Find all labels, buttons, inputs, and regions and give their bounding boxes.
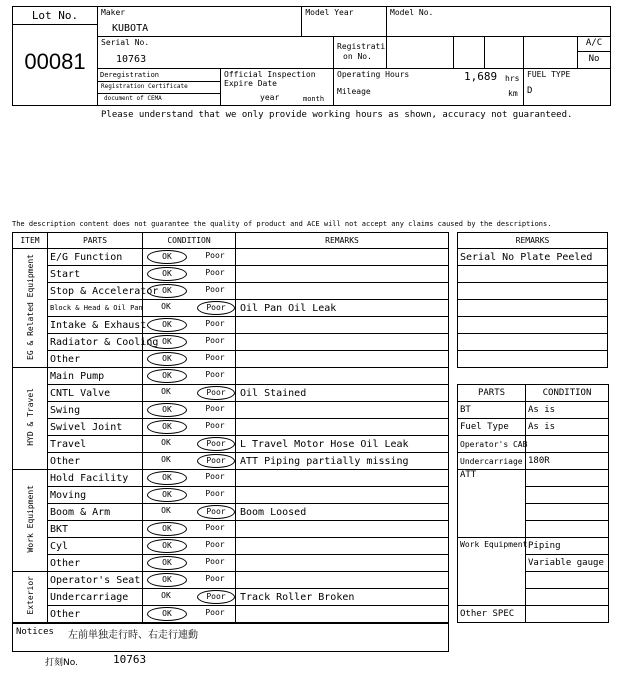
part-name: Start (48, 266, 143, 283)
condition-cell (143, 249, 236, 266)
table-row (13, 436, 449, 453)
ok-mark: OK (161, 506, 171, 515)
condition-cell (143, 436, 236, 453)
part-name: Intake & Exhaust (48, 317, 143, 334)
poor-mark: Poor (197, 301, 235, 315)
reg-cert-label: Registration Certificate (101, 83, 188, 90)
fuel-type-cell (524, 69, 611, 106)
part-name: Other (48, 555, 143, 572)
item-group-label: Work Equipment (25, 485, 35, 553)
poor-mark: Poor (197, 454, 235, 468)
remark-cell: Oil Pan Oil Leak (236, 300, 449, 317)
item-group-cell (13, 249, 48, 368)
part-name: Swing (48, 402, 143, 419)
ok-mark: OK (147, 471, 187, 485)
part-name: Other (48, 453, 143, 470)
right-remark-line: Serial No Plate Peeled (458, 249, 608, 266)
lot-number: 00081 (24, 49, 86, 74)
condition-cell (143, 606, 236, 623)
ok-mark: OK (147, 267, 187, 281)
maker-value: KUBOTA (112, 23, 149, 34)
stamp-label: 打刻No. (45, 658, 78, 668)
remark-cell: Oil Stained (236, 385, 449, 402)
table-row (13, 266, 449, 283)
part-name: Cyl (48, 538, 143, 555)
table-row (13, 419, 449, 436)
notices-text: 左前単独走行時、右走行連動 (68, 630, 198, 641)
ok-mark: OK (147, 522, 187, 536)
hours-cell (334, 69, 524, 106)
table-row (13, 606, 449, 623)
right-parts-header: PARTS (458, 385, 526, 402)
undercarriage-value: 180R (526, 453, 609, 470)
part-name: Boom & Arm (48, 504, 143, 521)
ok-mark: OK (161, 438, 171, 447)
maker-label: Maker (101, 8, 126, 17)
remark-cell: L Travel Motor Hose Oil Leak (236, 436, 449, 453)
month-label: month (303, 95, 325, 103)
item-group-cell (13, 368, 48, 470)
remark-cell: Boom Loosed (236, 504, 449, 521)
table-row (13, 283, 449, 300)
remark-cell (236, 470, 449, 487)
fuel-value: As is (526, 419, 609, 436)
poor-mark: Poor (205, 574, 225, 583)
deregistration-cell (98, 69, 221, 106)
remark-cell (236, 572, 449, 589)
remark-cell: Track Roller Broken (236, 589, 449, 606)
hours-notice: Please understand that we only provide working hours as shown, accuracy not guaranteed. (101, 110, 573, 120)
poor-mark: Poor (205, 285, 225, 294)
remark-cell (236, 351, 449, 368)
poor-mark: Poor (205, 489, 225, 498)
condition-cell (143, 470, 236, 487)
remark-cell (236, 402, 449, 419)
disclaimer: The description content does not guarantee the quality of product and ACE will not accept any claims caused by the descriptions. (12, 220, 552, 228)
table-row (13, 249, 449, 266)
table-row (13, 521, 449, 538)
remark-cell: ATT Piping partially missing (236, 453, 449, 470)
part-name: E/G Function (48, 249, 143, 266)
poor-mark: Poor (197, 386, 235, 400)
remark-cell (236, 368, 449, 385)
ok-mark: OK (147, 488, 187, 502)
remark-cell (236, 487, 449, 504)
model-year-cell (302, 7, 387, 37)
notices-label: Notices (16, 627, 54, 637)
right-condition-header: CONDITION (526, 385, 609, 402)
part-name: Main Pump (48, 368, 143, 385)
condition-cell (143, 351, 236, 368)
ok-mark: OK (147, 352, 187, 366)
cab-label: Operator's CAB (458, 436, 526, 453)
stamp-number: 10763 (113, 653, 147, 666)
condition-cell (143, 266, 236, 283)
right-remark-line (458, 351, 608, 368)
reg-box-1 (387, 37, 454, 69)
poor-mark: Poor (205, 268, 225, 277)
condition-cell (143, 589, 236, 606)
part-name: Travel (48, 436, 143, 453)
table-row (13, 453, 449, 470)
item-group-cell (13, 572, 48, 623)
condition-cell (143, 317, 236, 334)
right-remark-line (458, 266, 608, 283)
item-header: ITEM (13, 233, 48, 249)
work-equipment-label: Work Equipment (458, 538, 526, 606)
cab-value (526, 436, 609, 453)
part-name: Hold Facility (48, 470, 143, 487)
registration-label-2: on No. (343, 52, 372, 61)
condition-cell (143, 419, 236, 436)
remark-cell (236, 249, 449, 266)
reg-box-4 (524, 37, 578, 69)
lot-cell (13, 7, 98, 106)
condition-cell (143, 487, 236, 504)
table-row (13, 300, 449, 317)
part-name: Other (48, 351, 143, 368)
condition-cell (143, 504, 236, 521)
condition-cell (143, 283, 236, 300)
bt-label: BT (458, 402, 526, 419)
reg-box-2 (454, 37, 485, 69)
remark-cell (236, 419, 449, 436)
remark-cell (236, 538, 449, 555)
ok-mark: OK (161, 591, 171, 600)
item-group-label: Exterior (25, 576, 35, 615)
right-remark-line (458, 334, 608, 351)
part-name: Stop & Accelerator (48, 283, 143, 300)
inspection-label-2: Expire Date (224, 79, 277, 88)
other-spec-label: Other SPEC (458, 606, 526, 623)
km-label: km (508, 89, 518, 98)
part-name: CNTL Valve (48, 385, 143, 402)
ok-mark: OK (147, 284, 187, 298)
ok-mark: OK (147, 369, 187, 383)
poor-mark: Poor (205, 370, 225, 379)
part-name: Other (48, 606, 143, 623)
condition-header: CONDITION (143, 233, 236, 249)
operating-hours-label: Operating Hours (337, 70, 410, 79)
poor-mark: Poor (205, 421, 225, 430)
right-parts-table (457, 384, 609, 623)
part-name: Moving (48, 487, 143, 504)
header-table (12, 6, 611, 106)
registration-label-1: Registrati (337, 42, 386, 51)
poor-mark: Poor (197, 505, 235, 519)
hrs-label: hrs (505, 74, 520, 83)
deregistration-label: Deregistration (100, 71, 160, 79)
table-row (13, 538, 449, 555)
ac-value: No (588, 54, 600, 64)
ok-mark: OK (147, 556, 187, 570)
condition-cell (143, 453, 236, 470)
ok-mark: OK (147, 250, 187, 264)
poor-mark: Poor (205, 540, 225, 549)
table-row (13, 487, 449, 504)
poor-mark: Poor (205, 336, 225, 345)
mileage-label: Mileage (337, 87, 371, 96)
fuel-type-value: D (527, 86, 533, 96)
ok-mark: OK (147, 403, 187, 417)
ok-mark: OK (147, 420, 187, 434)
ok-mark: OK (147, 318, 187, 332)
item-group-label: HYD & Travel (25, 388, 35, 446)
poor-mark: Poor (205, 251, 225, 260)
att-label: ATT (458, 470, 526, 538)
model-no-cell (387, 7, 611, 37)
serial-label: Serial No. (101, 38, 150, 47)
ac-label: A/C (578, 38, 610, 52)
part-name: Operator's Seat (48, 572, 143, 589)
poor-mark: Poor (205, 472, 225, 481)
serial-cell (98, 37, 334, 69)
table-row (13, 334, 449, 351)
ok-mark: OK (147, 539, 187, 553)
remark-cell (236, 606, 449, 623)
part-name: Swivel Joint (48, 419, 143, 436)
condition-cell (143, 368, 236, 385)
condition-cell (143, 334, 236, 351)
table-row (13, 555, 449, 572)
maker-cell (98, 7, 302, 37)
remark-cell (236, 521, 449, 538)
ok-mark: OK (161, 455, 171, 464)
part-name: Block & Head & Oil Pan (48, 300, 143, 317)
condition-cell (143, 385, 236, 402)
table-row (13, 504, 449, 521)
table-row (13, 572, 449, 589)
poor-mark: Poor (205, 557, 225, 566)
table-row (13, 470, 449, 487)
poor-mark: Poor (197, 590, 235, 604)
reg-box-3 (485, 37, 524, 69)
condition-cell (143, 521, 236, 538)
table-row (13, 351, 449, 368)
inspection-label-1: Official Inspection (224, 70, 316, 79)
right-remark-line (458, 300, 608, 317)
poor-mark: Poor (205, 404, 225, 413)
work-value-1: Piping (526, 538, 609, 555)
remark-cell (236, 334, 449, 351)
poor-mark: Poor (205, 608, 225, 617)
table-row (13, 385, 449, 402)
right-remark-line (458, 317, 608, 334)
table-row (13, 589, 449, 606)
model-no-label: Model No. (390, 8, 434, 17)
condition-cell (143, 538, 236, 555)
condition-cell (143, 402, 236, 419)
condition-cell (143, 300, 236, 317)
poor-mark: Poor (205, 319, 225, 328)
item-group-label: EG & Related Equipment (25, 253, 35, 360)
poor-mark: Poor (205, 523, 225, 532)
condition-cell (143, 572, 236, 589)
fuel-type-label: FUEL TYPE (527, 70, 571, 79)
cema-label: document of CEMA (104, 95, 162, 102)
ok-mark: OK (147, 335, 187, 349)
ac-cell (578, 37, 611, 69)
table-row (13, 317, 449, 334)
registration-cell (334, 37, 387, 69)
ok-mark: OK (161, 387, 171, 396)
model-year-label: Model Year (305, 8, 354, 17)
remark-cell (236, 266, 449, 283)
remark-cell (236, 555, 449, 572)
inspection-cell (221, 69, 334, 106)
ok-mark: OK (147, 573, 187, 587)
lot-label: Lot No. (13, 8, 97, 25)
right-remarks-table (457, 232, 608, 368)
remark-cell (236, 283, 449, 300)
remarks-header: REMARKS (236, 233, 449, 249)
right-remark-line (458, 283, 608, 300)
remark-cell (236, 317, 449, 334)
ok-mark: OK (161, 302, 171, 311)
operating-hours-value: 1,689 (464, 70, 498, 83)
bt-value: As is (526, 402, 609, 419)
condition-table (12, 232, 449, 623)
year-label: year (260, 93, 280, 102)
right-remarks-header: REMARKS (458, 233, 608, 249)
poor-mark: Poor (205, 353, 225, 362)
item-group-cell (13, 470, 48, 572)
table-row (13, 402, 449, 419)
fuel-label: Fuel Type (458, 419, 526, 436)
work-value-2: Variable gauge (526, 555, 609, 572)
parts-header: PARTS (48, 233, 143, 249)
serial-value: 10763 (116, 54, 147, 65)
undercarriage-label: Undercarriage (458, 453, 526, 470)
part-name: BKT (48, 521, 143, 538)
ok-mark: OK (147, 607, 187, 621)
part-name: Radiator & Cooling (48, 334, 143, 351)
poor-mark: Poor (197, 437, 235, 451)
notices-box (12, 623, 449, 652)
part-name: Undercarriage (48, 589, 143, 606)
condition-cell (143, 555, 236, 572)
table-row (13, 368, 449, 385)
